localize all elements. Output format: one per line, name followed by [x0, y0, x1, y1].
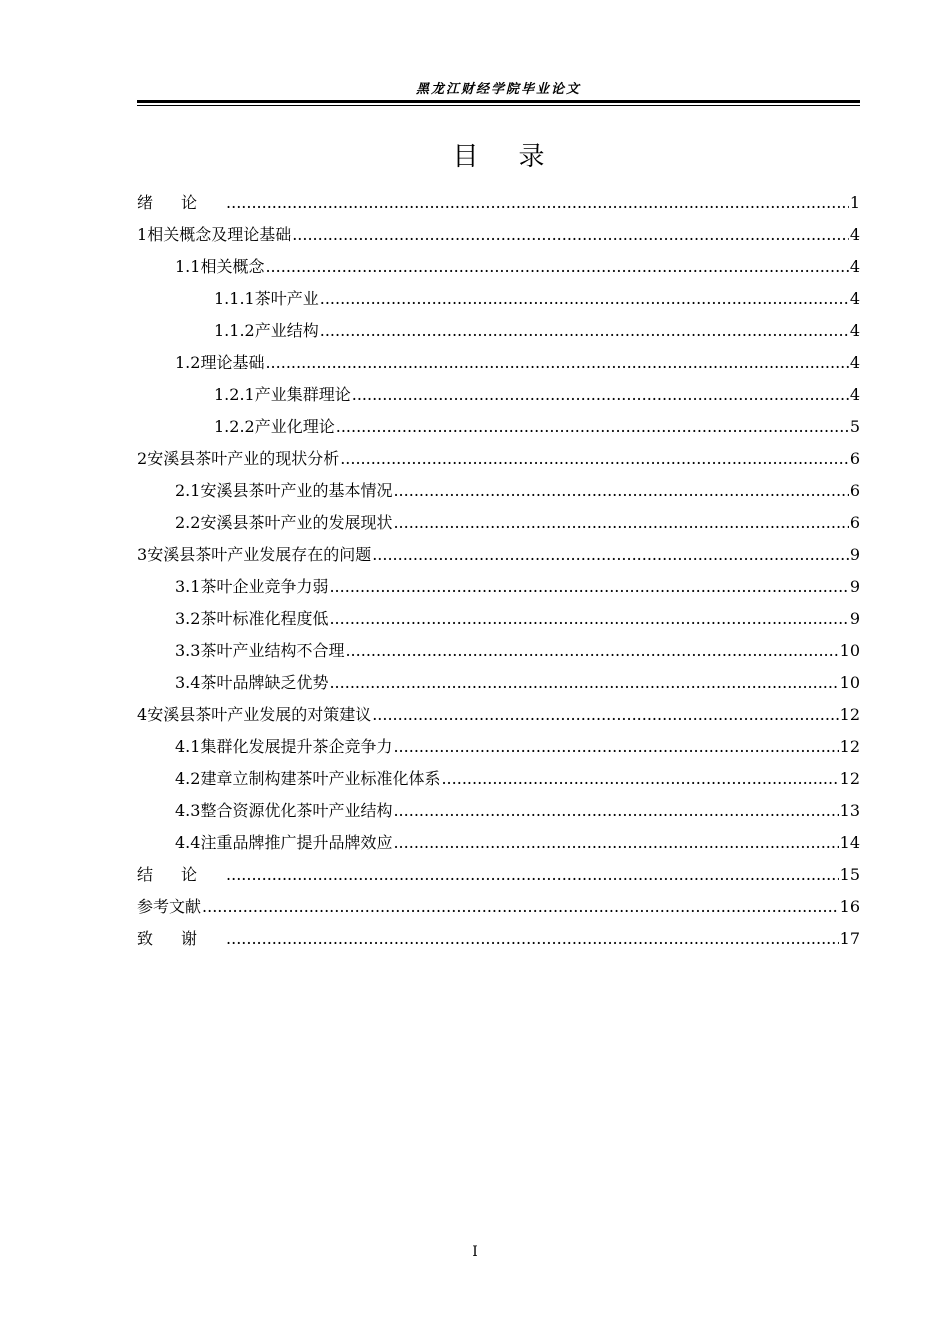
toc-entry-number: 3.4	[175, 673, 201, 692]
dot-leader	[265, 348, 848, 378]
toc-entry-number: 2.1	[175, 481, 201, 500]
dot-leader	[329, 604, 848, 634]
toc-entry-number: 4	[137, 705, 148, 724]
toc-entry-number: 3.3	[175, 641, 201, 660]
toc-entry-page: 9	[849, 609, 860, 628]
running-header: 黑龙江财经学院毕业论文	[415, 82, 581, 97]
toc-entry-page: 17	[839, 929, 860, 948]
toc-entry-title: 茶叶企业竞争力弱	[200, 577, 329, 596]
toc-entry[interactable]	[137, 284, 860, 314]
toc-entry[interactable]	[137, 572, 860, 602]
toc-entry-page: 9	[849, 545, 860, 564]
toc-entry-title: 安溪县茶叶产业发展的对策建议	[147, 705, 372, 724]
toc-entry-page: 10	[839, 641, 860, 660]
toc-entry-number: 4.4	[175, 833, 201, 852]
toc-entry-number: 4.3	[175, 801, 201, 820]
toc-entry[interactable]	[137, 540, 860, 570]
toc-entry-number: 3	[137, 545, 148, 564]
dot-leader	[393, 796, 838, 826]
toc-entry-title: 安溪县茶叶产业的现状分析	[147, 449, 340, 468]
toc-entry-number: 1.2	[175, 353, 201, 372]
toc-entry-title: 注重品牌推广提升品牌效应	[200, 833, 393, 852]
dot-leader	[292, 220, 849, 250]
toc-entry-title: 安溪县茶叶产业发展存在的问题	[147, 545, 372, 564]
dot-leader	[345, 636, 838, 666]
toc-entry-title: 参考文献	[137, 897, 202, 916]
toc-entry[interactable]	[137, 924, 860, 954]
toc-entry-page: 12	[839, 769, 860, 788]
toc-entry-number: 1.2.1	[214, 385, 255, 404]
toc-entry-page: 6	[849, 481, 860, 500]
dot-leader	[320, 316, 849, 346]
toc-entry-page: 6	[849, 513, 860, 532]
dot-leader	[393, 828, 838, 858]
dot-leader	[226, 188, 849, 218]
toc-entry-number: 1.2.2	[214, 417, 255, 436]
toc-entry-page: 4	[849, 289, 860, 308]
toc-entry-title: 相关概念	[200, 257, 265, 276]
toc-entry[interactable]	[137, 892, 860, 922]
toc-entry[interactable]	[137, 604, 860, 634]
toc-entry-page: 9	[849, 577, 860, 596]
page-title: 目录	[452, 142, 585, 172]
toc-entry-title: 产业结构	[254, 321, 319, 340]
dot-leader	[441, 764, 838, 794]
toc-entry-page: 10	[839, 673, 860, 692]
toc-entry-page: 1	[849, 193, 860, 212]
toc-entry[interactable]	[137, 700, 860, 730]
toc-entry[interactable]	[137, 796, 860, 826]
toc-entry-page: 12	[839, 705, 860, 724]
toc-entry[interactable]	[137, 828, 860, 858]
dot-leader	[393, 508, 848, 538]
toc-entry-number: 1.1.2	[214, 321, 255, 340]
toc-entry-title: 产业集群理论	[254, 385, 351, 404]
toc-entry[interactable]	[137, 668, 860, 698]
toc-entry-title: 安溪县茶叶产业的发展现状	[200, 513, 393, 532]
dot-leader	[329, 668, 838, 698]
dot-leader	[320, 284, 849, 314]
toc-entry-page: 4	[849, 225, 860, 244]
dot-leader	[393, 476, 848, 506]
toc-entry-number: 3.1	[175, 577, 201, 596]
toc-entry-title: 茶叶标准化程度低	[200, 609, 329, 628]
toc-entry-page: 14	[839, 833, 860, 852]
toc-entry-title: 茶叶产业结构不合理	[200, 641, 345, 660]
toc-entry[interactable]	[137, 220, 860, 250]
toc-entry-page: 4	[849, 385, 860, 404]
dot-leader	[372, 700, 838, 730]
toc-entry-number: 2.2	[175, 513, 201, 532]
toc-entry-page: 4	[849, 353, 860, 372]
toc-entry[interactable]	[137, 316, 860, 346]
dot-leader	[226, 860, 839, 890]
toc-entry-number: 1.1.1	[214, 289, 255, 308]
dot-leader	[329, 572, 848, 602]
toc-entry-number: 4.1	[175, 737, 201, 756]
toc-entry[interactable]	[137, 348, 860, 378]
toc-entry[interactable]	[137, 252, 860, 282]
toc-entry-page: 4	[849, 257, 860, 276]
toc-entry-number: 1	[137, 225, 148, 244]
toc-entry-title: 理论基础	[200, 353, 265, 372]
toc-entry-title: 致谢	[137, 929, 226, 948]
toc-entry-title: 茶叶产业	[254, 289, 319, 308]
toc-entry[interactable]	[137, 764, 860, 794]
toc-entry[interactable]	[137, 412, 860, 442]
toc-entry-number: 4.2	[175, 769, 201, 788]
toc-entry-title: 绪论	[137, 193, 226, 212]
toc-entry-title: 集群化发展提升茶企竞争力	[200, 737, 393, 756]
toc-entry[interactable]	[137, 476, 860, 506]
toc-entry[interactable]	[137, 444, 860, 474]
dot-leader	[336, 412, 849, 442]
toc-entry-title: 相关概念及理论基础	[147, 225, 292, 244]
toc-entry-title: 安溪县茶叶产业的基本情况	[200, 481, 393, 500]
dot-leader	[265, 252, 848, 282]
toc-entry-page: 15	[839, 865, 860, 884]
dot-leader	[393, 732, 838, 762]
toc-entry-page: 4	[849, 321, 860, 340]
dot-leader	[340, 444, 849, 474]
toc-entry-title: 茶叶品牌缺乏优势	[200, 673, 329, 692]
header-rule-thick	[137, 100, 860, 103]
toc-entry-page: 13	[839, 801, 860, 820]
toc-entry[interactable]	[137, 508, 860, 538]
toc-entry-page: 12	[839, 737, 860, 756]
dot-leader	[202, 892, 839, 922]
toc-entry-number: 1.1	[175, 257, 201, 276]
dot-leader	[372, 540, 849, 570]
toc-entry[interactable]	[137, 636, 860, 666]
toc-entry[interactable]	[137, 188, 860, 218]
toc-entry-number: 2	[137, 449, 148, 468]
toc-entry[interactable]	[137, 732, 860, 762]
toc-entry-title: 建章立制构建茶叶产业标准化体系	[200, 769, 441, 788]
toc-entry-page: 5	[849, 417, 860, 436]
dot-leader	[352, 380, 849, 410]
toc-entry-title: 结论	[137, 865, 226, 884]
toc-entry[interactable]	[137, 380, 860, 410]
toc-entry[interactable]	[137, 860, 860, 890]
toc-entry-number: 3.2	[175, 609, 201, 628]
toc-entry-page: 6	[849, 449, 860, 468]
toc-entry-title: 整合资源优化茶叶产业结构	[200, 801, 393, 820]
toc-entry-page: 16	[839, 897, 860, 916]
dot-leader	[226, 924, 839, 954]
toc-entry-title: 产业化理论	[254, 417, 335, 436]
page-number: I	[472, 1244, 478, 1260]
header-rule-thin	[137, 105, 860, 106]
